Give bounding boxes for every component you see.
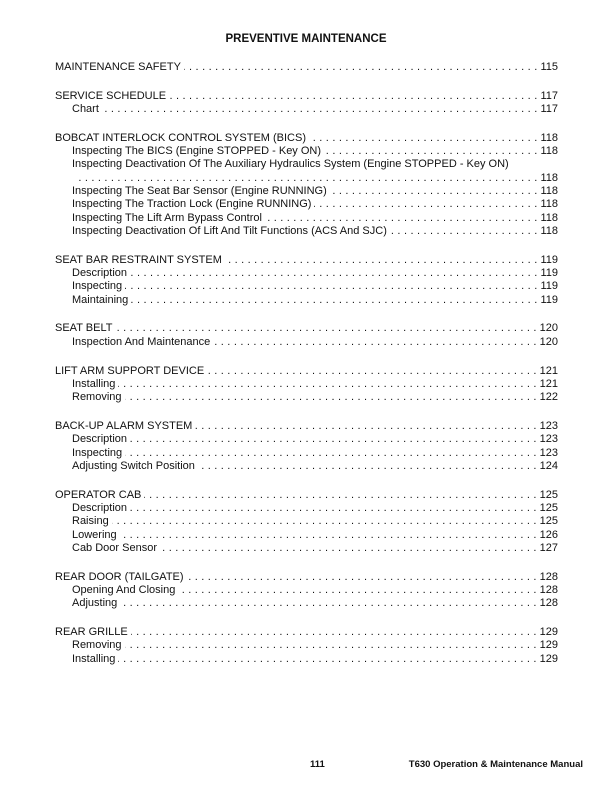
toc-entry-page: 128 [539, 583, 558, 596]
toc-subentry[interactable] [55, 502, 558, 515]
dot-leader [131, 294, 537, 307]
toc-entry-page: 121 [539, 377, 558, 390]
toc-subentry[interactable] [55, 433, 558, 446]
toc-section-heading[interactable] [55, 254, 558, 267]
toc-section-label: SEAT BELT [55, 322, 113, 335]
toc-section-heading[interactable] [55, 420, 558, 433]
toc-subentry[interactable] [55, 542, 558, 555]
toc-entry-page: 124 [539, 459, 558, 472]
toc-entry-page: 123 [539, 419, 558, 432]
toc-section [55, 420, 558, 473]
toc-entry-label: Adjusting [72, 597, 118, 610]
toc-entry-page: 125 [539, 501, 558, 514]
dot-leader [130, 267, 537, 280]
toc-entry-label: Inspecting The Seat Bar Sensor (Engine RUNNING) [72, 185, 327, 198]
toc-entry-page: 129 [539, 626, 558, 638]
toc-entry-label: Inspecting The Traction Lock (Engine RUNNING) [72, 198, 312, 211]
dot-leader [187, 571, 537, 584]
dot-leader [125, 391, 537, 404]
dot-leader [225, 254, 538, 267]
toc-subentry[interactable] [55, 198, 558, 211]
dot-leader [160, 542, 537, 555]
dot-leader [130, 502, 537, 515]
dot-leader [330, 185, 538, 198]
toc-entry-page: 118 [540, 131, 558, 144]
toc-section [55, 322, 558, 349]
dot-leader [118, 378, 536, 391]
toc-entry-label: Opening And Closing [72, 583, 176, 596]
toc-entry-label: Removing [72, 639, 122, 652]
dot-leader [213, 336, 536, 349]
toc-subentry[interactable] [55, 267, 558, 280]
toc-entry-page: 128 [539, 597, 558, 610]
toc-subentry[interactable] [55, 597, 558, 610]
dot-leader [195, 420, 536, 433]
toc-section-heading[interactable] [55, 90, 558, 103]
toc-entry-page: 119 [540, 267, 558, 280]
toc-entry-label: Lowering [72, 528, 117, 541]
toc-entry-label: Inspecting [72, 280, 123, 293]
toc-subentry[interactable] [55, 280, 558, 293]
dot-leader [324, 145, 537, 158]
toc-entry-page: 119 [540, 253, 558, 266]
dot-leader [309, 132, 537, 145]
toc-subentry[interactable] [55, 584, 558, 597]
toc-section [55, 90, 558, 117]
toc-section-label: SEAT BAR RESTRAINT SYSTEM [55, 253, 222, 266]
toc-section-heading[interactable] [55, 626, 558, 639]
toc-subentry[interactable] [55, 653, 558, 666]
toc-entry-page: 125 [539, 488, 558, 501]
toc-entry-page: 117 [540, 89, 558, 102]
toc-entry-page: 123 [539, 446, 558, 459]
toc-section-heading[interactable] [55, 571, 558, 584]
toc-subentry[interactable] [55, 391, 558, 404]
toc-entry-page: 121 [539, 364, 558, 377]
dot-leader [131, 626, 537, 639]
toc-entry-label: Installing [72, 652, 116, 665]
toc-entry-page: 125 [539, 515, 558, 528]
toc-section-label: LIFT ARM SUPPORT DEVICE [55, 364, 205, 377]
toc-entry-label: Maintaining [72, 293, 129, 306]
toc-entry-page: 119 [540, 293, 558, 306]
toc-entry-page: 128 [539, 570, 558, 583]
toc-entry-label: Inspecting The Lift Arm Bypass Control [72, 211, 262, 224]
toc-subentry[interactable] [55, 225, 558, 238]
footer-manual-title: T630 Operation & Maintenance Manual [408, 759, 583, 770]
toc-section [55, 61, 558, 74]
toc-entry-page: 118 [540, 145, 558, 158]
dot-leader [169, 90, 537, 103]
dot-leader [144, 489, 536, 502]
dot-leader [120, 529, 537, 542]
toc-subentry[interactable] [55, 447, 558, 460]
toc-entry-page: 119 [540, 280, 558, 293]
toc-entry-page: 115 [540, 61, 558, 73]
toc-entry-page: 129 [539, 639, 558, 652]
toc-entry-label: Description [72, 501, 128, 514]
toc-section [55, 571, 558, 611]
toc-entry-label: Inspection And Maintenance [72, 335, 211, 348]
toc-section-label: BOBCAT INTERLOCK CONTROL SYSTEM (BICS) [55, 131, 306, 144]
dot-leader [102, 103, 538, 116]
toc-entry-label: Inspecting The BICS (Engine STOPPED - Key ON) [72, 145, 322, 158]
toc-entry-page: 123 [539, 433, 558, 446]
toc-subentry[interactable] [55, 212, 558, 225]
toc-subentry[interactable] [55, 103, 558, 116]
dot-leader [120, 597, 536, 610]
dot-leader [390, 225, 538, 238]
toc-entry-label: Inspecting [72, 446, 123, 459]
toc-subentry[interactable] [55, 639, 558, 652]
toc-entry-page: 120 [539, 322, 558, 335]
toc-entry[interactable] [55, 158, 558, 171]
toc-section-heading[interactable] [55, 61, 558, 74]
dot-leader [125, 447, 536, 460]
toc-entry-page: 129 [539, 652, 558, 665]
table-of-contents [55, 61, 558, 681]
toc-entry-label: Description [72, 267, 128, 280]
dot-leader [125, 639, 537, 652]
toc-section-label: REAR DOOR (TAILGATE) [55, 570, 184, 583]
dot-leader [265, 212, 538, 225]
toc-entry-label: Installing [72, 377, 116, 390]
dot-leader [125, 280, 537, 293]
dot-leader [207, 365, 536, 378]
dot-leader [130, 433, 537, 446]
toc-subentry[interactable] [55, 185, 558, 198]
footer-page-number: 111 [310, 759, 325, 770]
dot-leader [115, 322, 536, 335]
toc-entry-page: 122 [539, 391, 558, 404]
toc-entry-page: 118 [540, 224, 558, 237]
toc-entry-label: Description [72, 433, 128, 446]
toc-section-heading[interactable] [55, 489, 558, 502]
toc-entry-page: 118 [540, 185, 558, 198]
toc-section-label: OPERATOR CAB [55, 488, 142, 501]
toc-entry-page: 118 [540, 211, 558, 224]
dot-leader [75, 172, 537, 185]
toc-entry-label: Cab Door Sensor [72, 541, 157, 554]
toc-section-label: BACK-UP ALARM SYSTEM [55, 419, 193, 432]
toc-section-heading[interactable] [55, 365, 558, 378]
toc-subentry[interactable] [55, 460, 558, 473]
dot-leader [314, 198, 537, 211]
dot-leader [178, 584, 536, 597]
toc-entry-label: Inspecting Deactivation Of Lift And Tilt Functions (ACS And SJC) [72, 224, 387, 237]
toc-entry-page: 127 [539, 541, 558, 554]
toc-section-heading[interactable] [55, 322, 558, 335]
toc-entry-label: Inspecting Deactivation Of The Auxiliary Hydraulics System (Engine STOPPED - Key ON) [72, 158, 509, 171]
toc-section [55, 626, 558, 666]
dot-leader [184, 61, 538, 74]
toc-section [55, 489, 558, 555]
toc-entry-page: 118 [540, 171, 558, 184]
toc-entry-page: 118 [540, 198, 558, 211]
toc-entry-page: 117 [540, 103, 558, 116]
toc-entry-label: Removing [72, 391, 122, 404]
toc-entry-label: Chart [72, 103, 99, 116]
toc-section-label: SERVICE SCHEDULE [55, 89, 167, 102]
toc-entry-label: Adjusting Switch Position [72, 459, 195, 472]
toc-subentry[interactable] [55, 145, 558, 158]
dot-leader [112, 515, 537, 528]
toc-subentry[interactable] [55, 529, 558, 542]
dot-leader [198, 460, 537, 473]
toc-subentry[interactable] [55, 378, 558, 391]
toc-subentry[interactable] [55, 294, 558, 307]
toc-entry-page: 120 [539, 335, 558, 348]
page-title: PREVENTIVE MAINTENANCE [225, 33, 387, 45]
toc-subentry[interactable] [55, 515, 558, 528]
dot-leader [118, 653, 536, 666]
toc-section-label: REAR GRILLE [55, 626, 128, 638]
toc-section-heading[interactable] [55, 132, 558, 145]
toc-section [55, 254, 558, 307]
toc-section-label: MAINTENANCE SAFETY [55, 61, 181, 73]
toc-section [55, 132, 558, 238]
toc-entry-page: 126 [539, 528, 558, 541]
toc-entry-continuation[interactable] [55, 172, 558, 185]
toc-entry-label: Raising [72, 515, 109, 528]
toc-section [55, 365, 558, 405]
toc-subentry[interactable] [55, 336, 558, 349]
